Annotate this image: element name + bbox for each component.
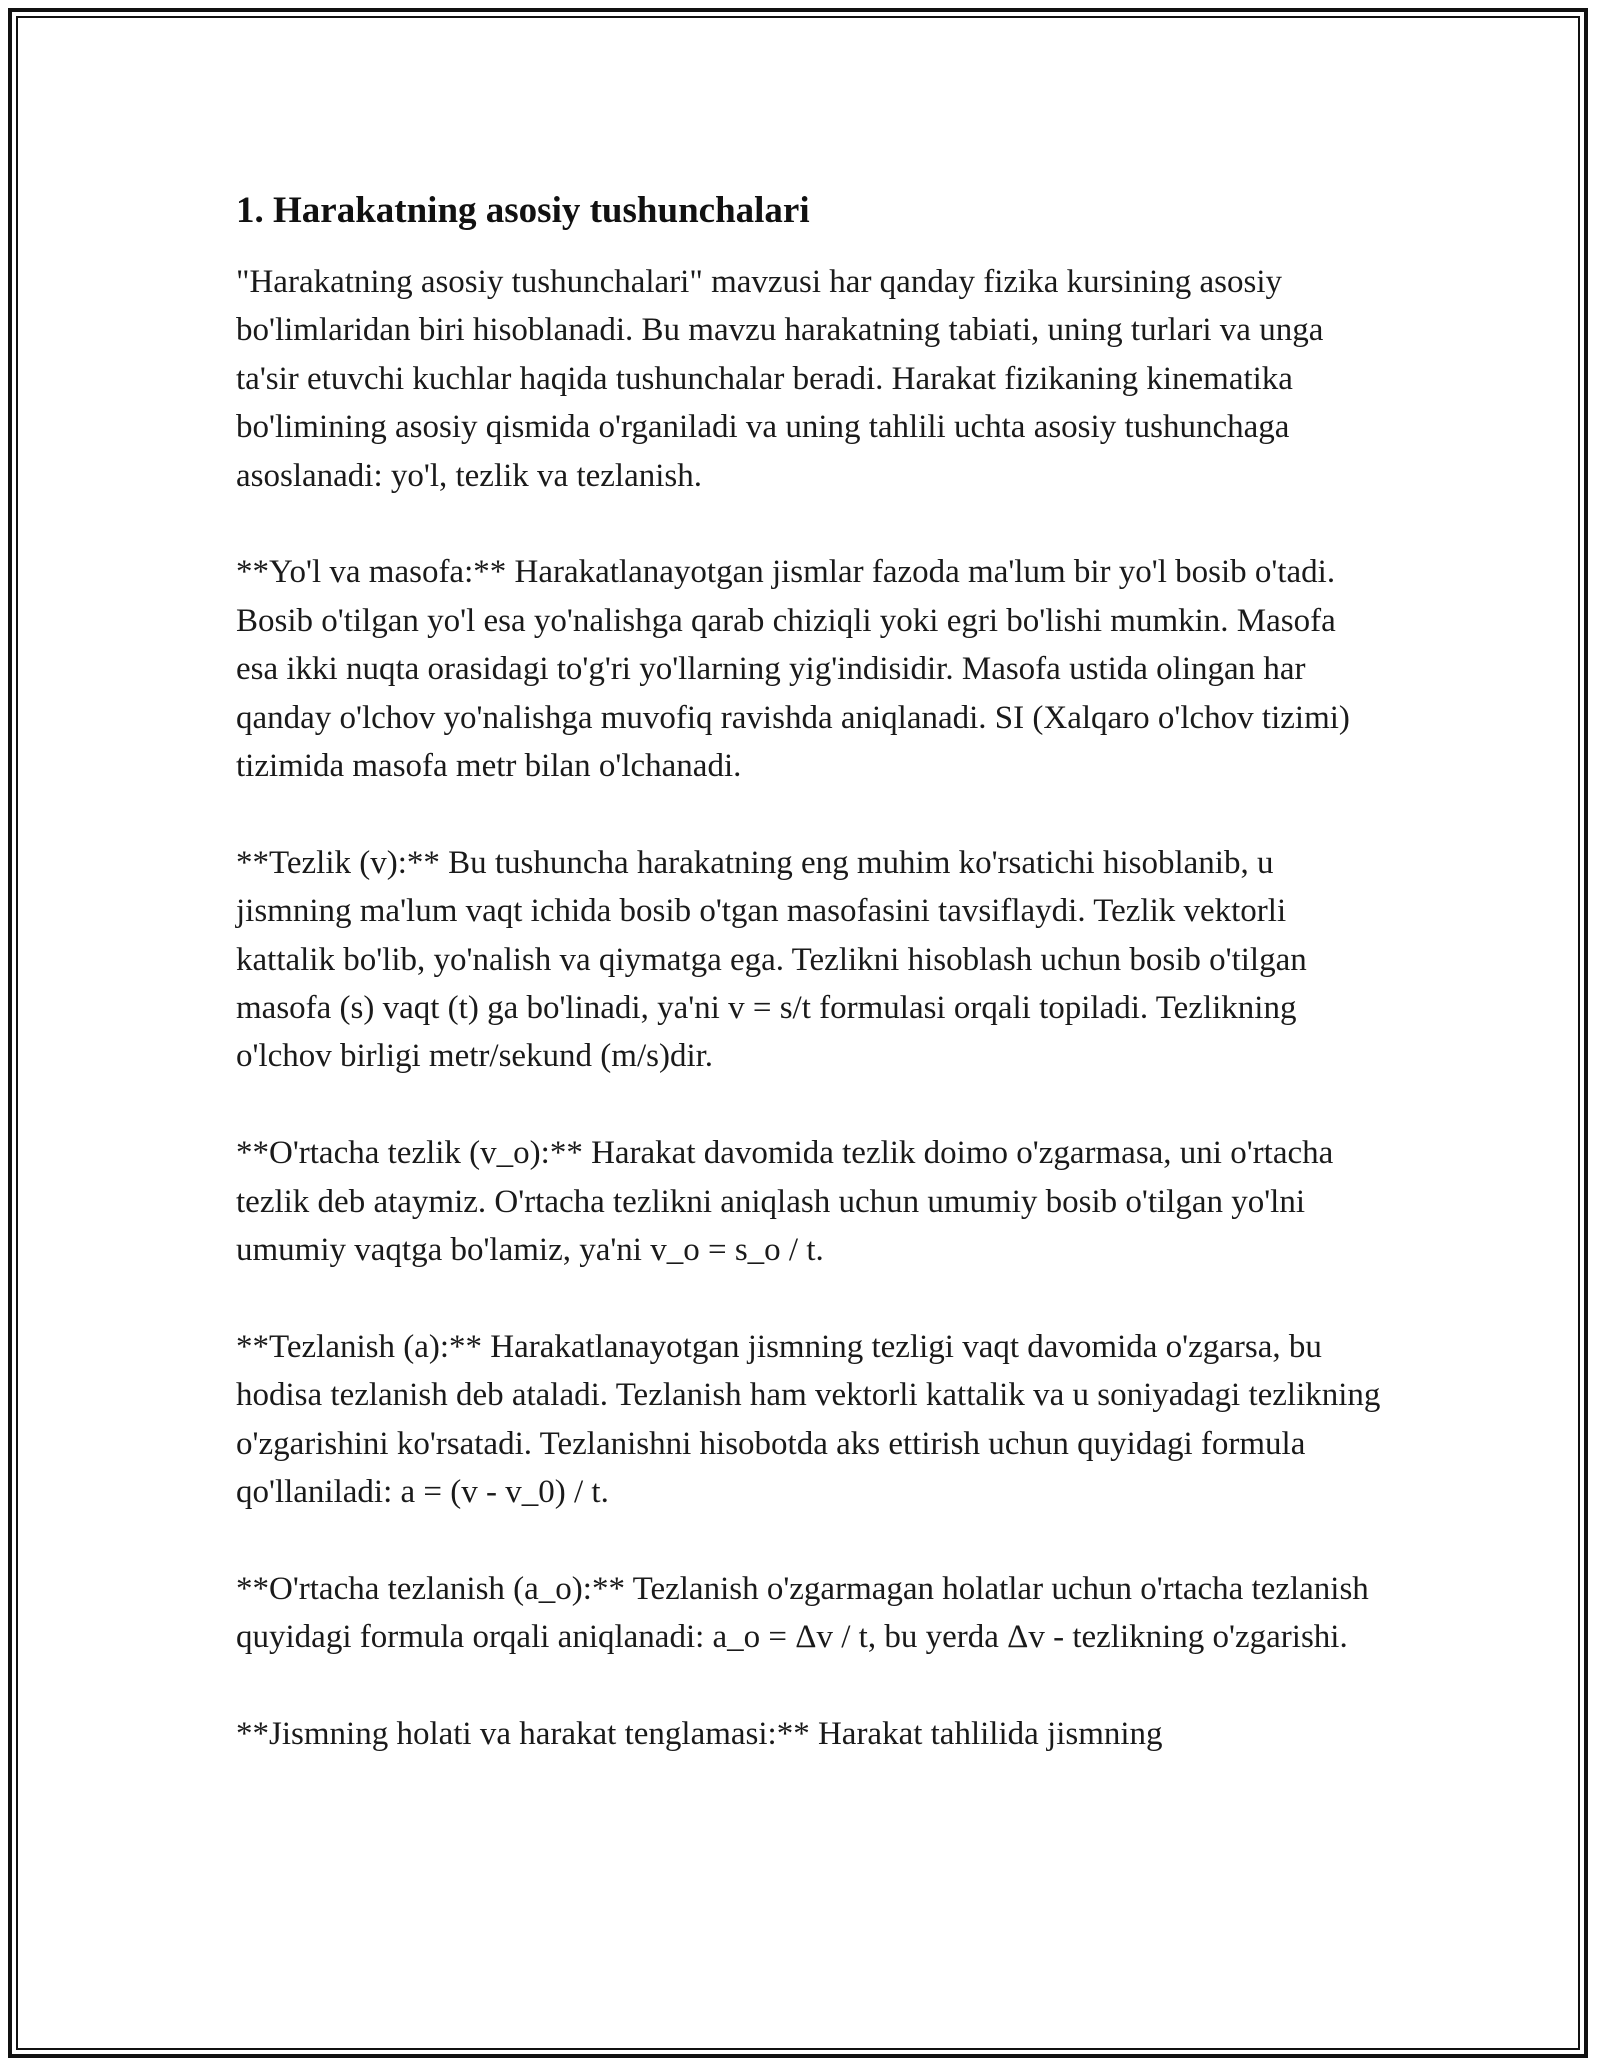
paragraph-average-velocity: **O'rtacha tezlik (v_o):** Harakat davomida tezlik doimo o'zgarmasa, uni o'rtacha tezlik deb ataymiz. O'rtacha tezlikni aniqlash uchun umumiy bosib o'tilgan yo'lni umumiy vaqtga bo'lamiz, ya'ni v_o = s_o / t. (236, 1135, 1334, 1269)
paragraph-path-distance: **Yo'l va masofa:** Harakatlanayotgan jismlar fazoda ma'lum bir yo'l bosib o'tadi. Bosib o'tilgan yo'l esa yo'nalishga qarab chiziqli yoki egri bo'lishi mumkin. Masofa esa ikki nuqta orasidagi to'g'ri yo'llarning yig'indisidir. Masofa ustida olingan har qanday o'lchov yo'nalishga muvofiq ravishda aniqlanadi. SI (Xalqaro o'lchov tizimi) tizimida masofa metr bilan o'lchanadi. (236, 554, 1350, 785)
paragraph-intro: "Harakatning asosiy tushunchalari" mavzusi har qanday fizika kursining asosiy bo'limlaridan biri hisoblanadi. Bu mavzu harakatning tabiati, uning turlari va unga ta'sir etuvchi kuchlar haqida tushunchalar beradi. Harakat fizikaning kinematika bo'limining asosiy qismida o'rganiladi va uning tahlili uchta asosiy tushunchaga asoslanadi: yo'l, tezlik va tezlanish. (236, 264, 1324, 494)
paragraph-velocity: **Tezlik (v):** Bu tushuncha harakatning eng muhim ko'rsatichi hisoblanib, u jismning ma'lum vaqt ichida bosib o'tgan masofasini tavsiflaydi. Tezlik vektorli kattalik bo'lib, yo'nalish va qiymatga ega. Tezlikni hisoblash uchun bosib o'tilgan masofa (s) vaqt (t) ga bo'linadi, ya'ni v = s/t formulasi orqali topiladi. Tezlikning o'lchov birligi metr/sekund (m/s)dir. (236, 844, 1307, 1075)
section-heading: 1. Harakatning asosiy tushunchalari (236, 190, 810, 231)
paragraph-average-acceleration: **O'rtacha tezlanish (a_o):** Tezlanish o'zgarmagan holatlar uchun o'rtacha tezlanish quyidagi formula orqali aniqlanadi: a_o = Δv / t, bu yerda Δv - tezlikning o'zgarishi. (236, 1570, 1369, 1656)
paragraph-acceleration: **Tezlanish (a):** Harakatlanayotgan jismning tezligi vaqt davomida o'zgarsa, bu hodisa tezlanish deb ataladi. Tezlanish ham vektorli kattalik va u soniyadagi tezlikning o'zgarishini ko'rsatadi. Tezlanishni hisobotda aks ettirish uchun quyidagi formula qo'llaniladi: a = (v - v_0) / t. (236, 1328, 1381, 1511)
paragraph-body-state: **Jismning holati va harakat tenglamasi:** Harakat tahlilida jismning (236, 1716, 1163, 1753)
document-body (236, 186, 1386, 1807)
